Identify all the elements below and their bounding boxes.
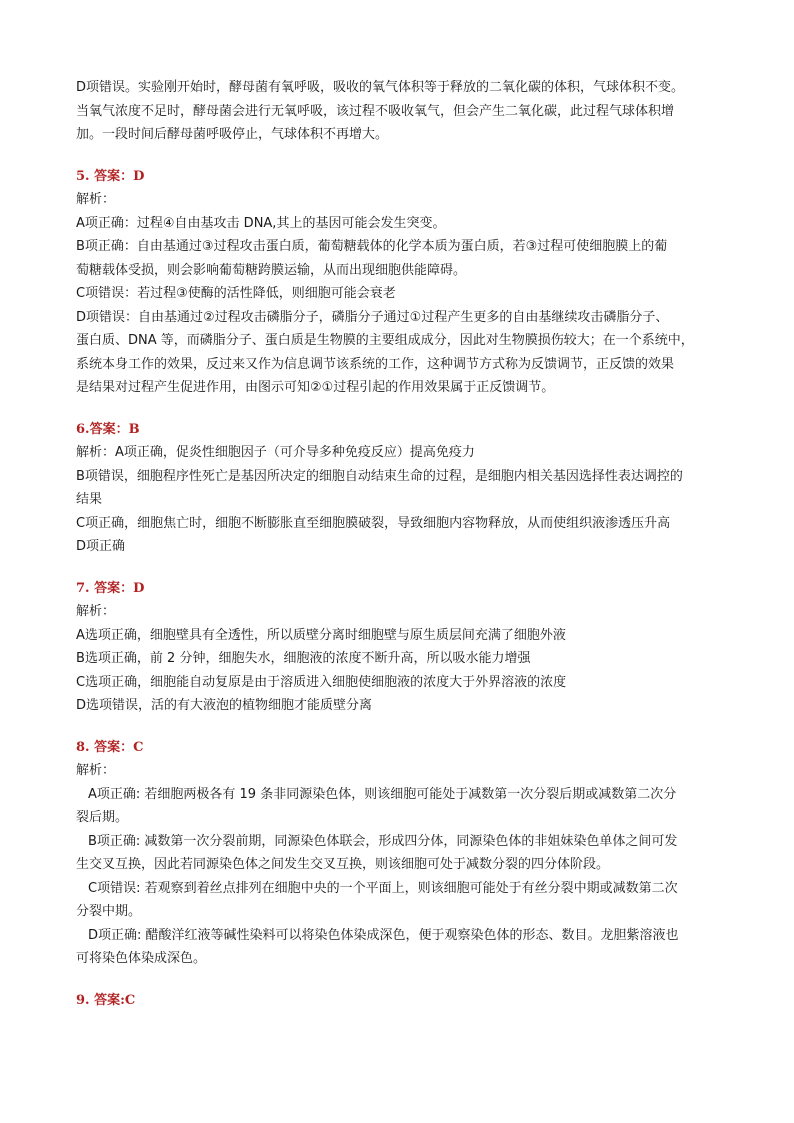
answer-value: C: [124, 992, 136, 1008]
answer-heading: [76, 418, 726, 442]
answer-value: C: [133, 739, 144, 755]
intro-section: [76, 76, 726, 147]
document-content: [76, 76, 726, 1012]
question-9: [76, 989, 726, 1013]
answer-heading: [76, 577, 726, 601]
answer-label: 8. 答案：: [76, 739, 134, 755]
text-line: D项正确: 醋酸洋红液等碱性染料可以将染色体染成深色，便于观察染色体的形态、数目。龙胆紫溶液也: [88, 927, 679, 943]
question-7: [76, 577, 726, 718]
answer-label: 6.答案：: [76, 421, 129, 437]
text-line: 萄糖载体受损，则会影响葡萄糖跨膜运输，从而出现细胞供能障碍。: [76, 262, 467, 278]
text-line: D选项错误，活的有大液泡的植物细胞才能质壁分离: [76, 698, 373, 713]
answer-value: B: [128, 421, 140, 437]
question-8: [76, 736, 726, 971]
answer-heading: [76, 989, 726, 1013]
answer-heading: [76, 165, 726, 189]
text-line: C项错误：若过程③使酶的活性降低，则细胞可能会衰老: [76, 286, 396, 301]
answer-value: D: [133, 580, 145, 596]
text-line: 解析：: [76, 604, 116, 619]
text-line: 系统本身工作的效果，反过来又作为信息调节该系统的工作，这种调节方式称为反馈调节，正反馈的效果: [76, 356, 675, 372]
question-5: [76, 165, 726, 400]
text-line: C选项正确，细胞能自动复原是由于溶质进入细胞使细胞液的浓度大于外界溶液的浓度: [76, 674, 567, 690]
text-line: 蛋白质、DNA 等，而磷脂分子、蛋白质是生物膜的主要组成成分，因此对生物膜损伤较大；在一个系统中，: [76, 333, 694, 348]
text-line: 当氧气浓度不足时，酵母菌会进行无氧呼吸，该过程不吸收氧气，但会产生二氧化碳，此过程气球体积增: [76, 103, 675, 119]
text-line: 结果: [76, 492, 103, 507]
text-line: 解析：A项正确，促炎性细胞因子（可介导多种免疫反应）提高免疫力: [76, 445, 475, 460]
text-line: 解析：: [76, 763, 116, 778]
text-line: A选项正确，细胞壁具有全透性，所以质壁分离时细胞壁与原生质层间充满了细胞外液: [76, 627, 566, 643]
text-line: 生交叉互换，因此若同源染色体之间发生交叉互换，则该细胞可处于减数分裂的四分体阶段。: [76, 857, 610, 872]
text-line: 分裂中期。: [76, 904, 142, 919]
text-line: 加。一段时间后酵母菌呼吸停止，气球体积不再增大。: [76, 127, 389, 142]
text-line: C项正确，细胞焦亡时，细胞不断膨胀直至细胞膜破裂，导致细胞内容物释放，从而使组织液渗透压升高: [76, 515, 671, 531]
text-line: A项正确：过程④自由基攻击 DNA,其上的基因可能会发生突变。: [76, 215, 446, 231]
answer-label: 9. 答案:: [76, 992, 125, 1008]
text-line: 是结果对过程产生促进作用，由图示可知②①过程引起的作用效果属于正反馈调节。: [76, 380, 555, 395]
answer-label: 5. 答案：: [76, 168, 134, 184]
text-line: 可将染色体染成深色。: [76, 951, 207, 966]
text-line: D项错误：自由基通过②过程攻击磷脂分子，磷脂分子通过①过程产生更多的自由基继续攻击磷脂分子、: [76, 309, 669, 325]
text-line: B选项正确，前 2 分钟，细胞失水，细胞液的浓度不断升高，所以吸水能力增强: [76, 651, 531, 666]
text-line: C项错误: 若观察到着丝点排列在细胞中央的一个平面上，则该细胞可能处于有丝分裂中期或减数第二次: [88, 880, 678, 896]
text-line: A项正确: 若细胞两极各有 19 条非同源染色体，则该细胞可能处于减数第一次分裂后期或减数第二次分: [88, 786, 677, 802]
text-line: D项错误。实验刚开始时，酵母菌有氧呼吸，吸收的氧气体积等于释放的二氧化碳的体积，气球体积不变。: [76, 80, 685, 95]
text-line: B项正确: 减数第一次分裂前期，同源染色体联会，形成四分体，同源染色体的非姐妹染色单体之间可发: [88, 833, 678, 849]
question-6: [76, 418, 726, 559]
text-line: D项正确: [76, 539, 126, 554]
answer-label: 7. 答案：: [76, 580, 134, 596]
text-line: 解析：: [76, 192, 116, 207]
text-line: 裂后期。: [76, 810, 129, 825]
text-line: B项正确：自由基通过③过程攻击蛋白质，葡萄糖载体的化学本质为蛋白质，若③过程可使细胞膜上的葡: [76, 239, 668, 254]
text-line: B项错误，细胞程序性死亡是基因所决定的细胞自动结束生命的过程，是细胞内相关基因选择性表达调控的: [76, 468, 683, 484]
answer-value: D: [133, 168, 145, 184]
answer-heading: [76, 736, 726, 760]
